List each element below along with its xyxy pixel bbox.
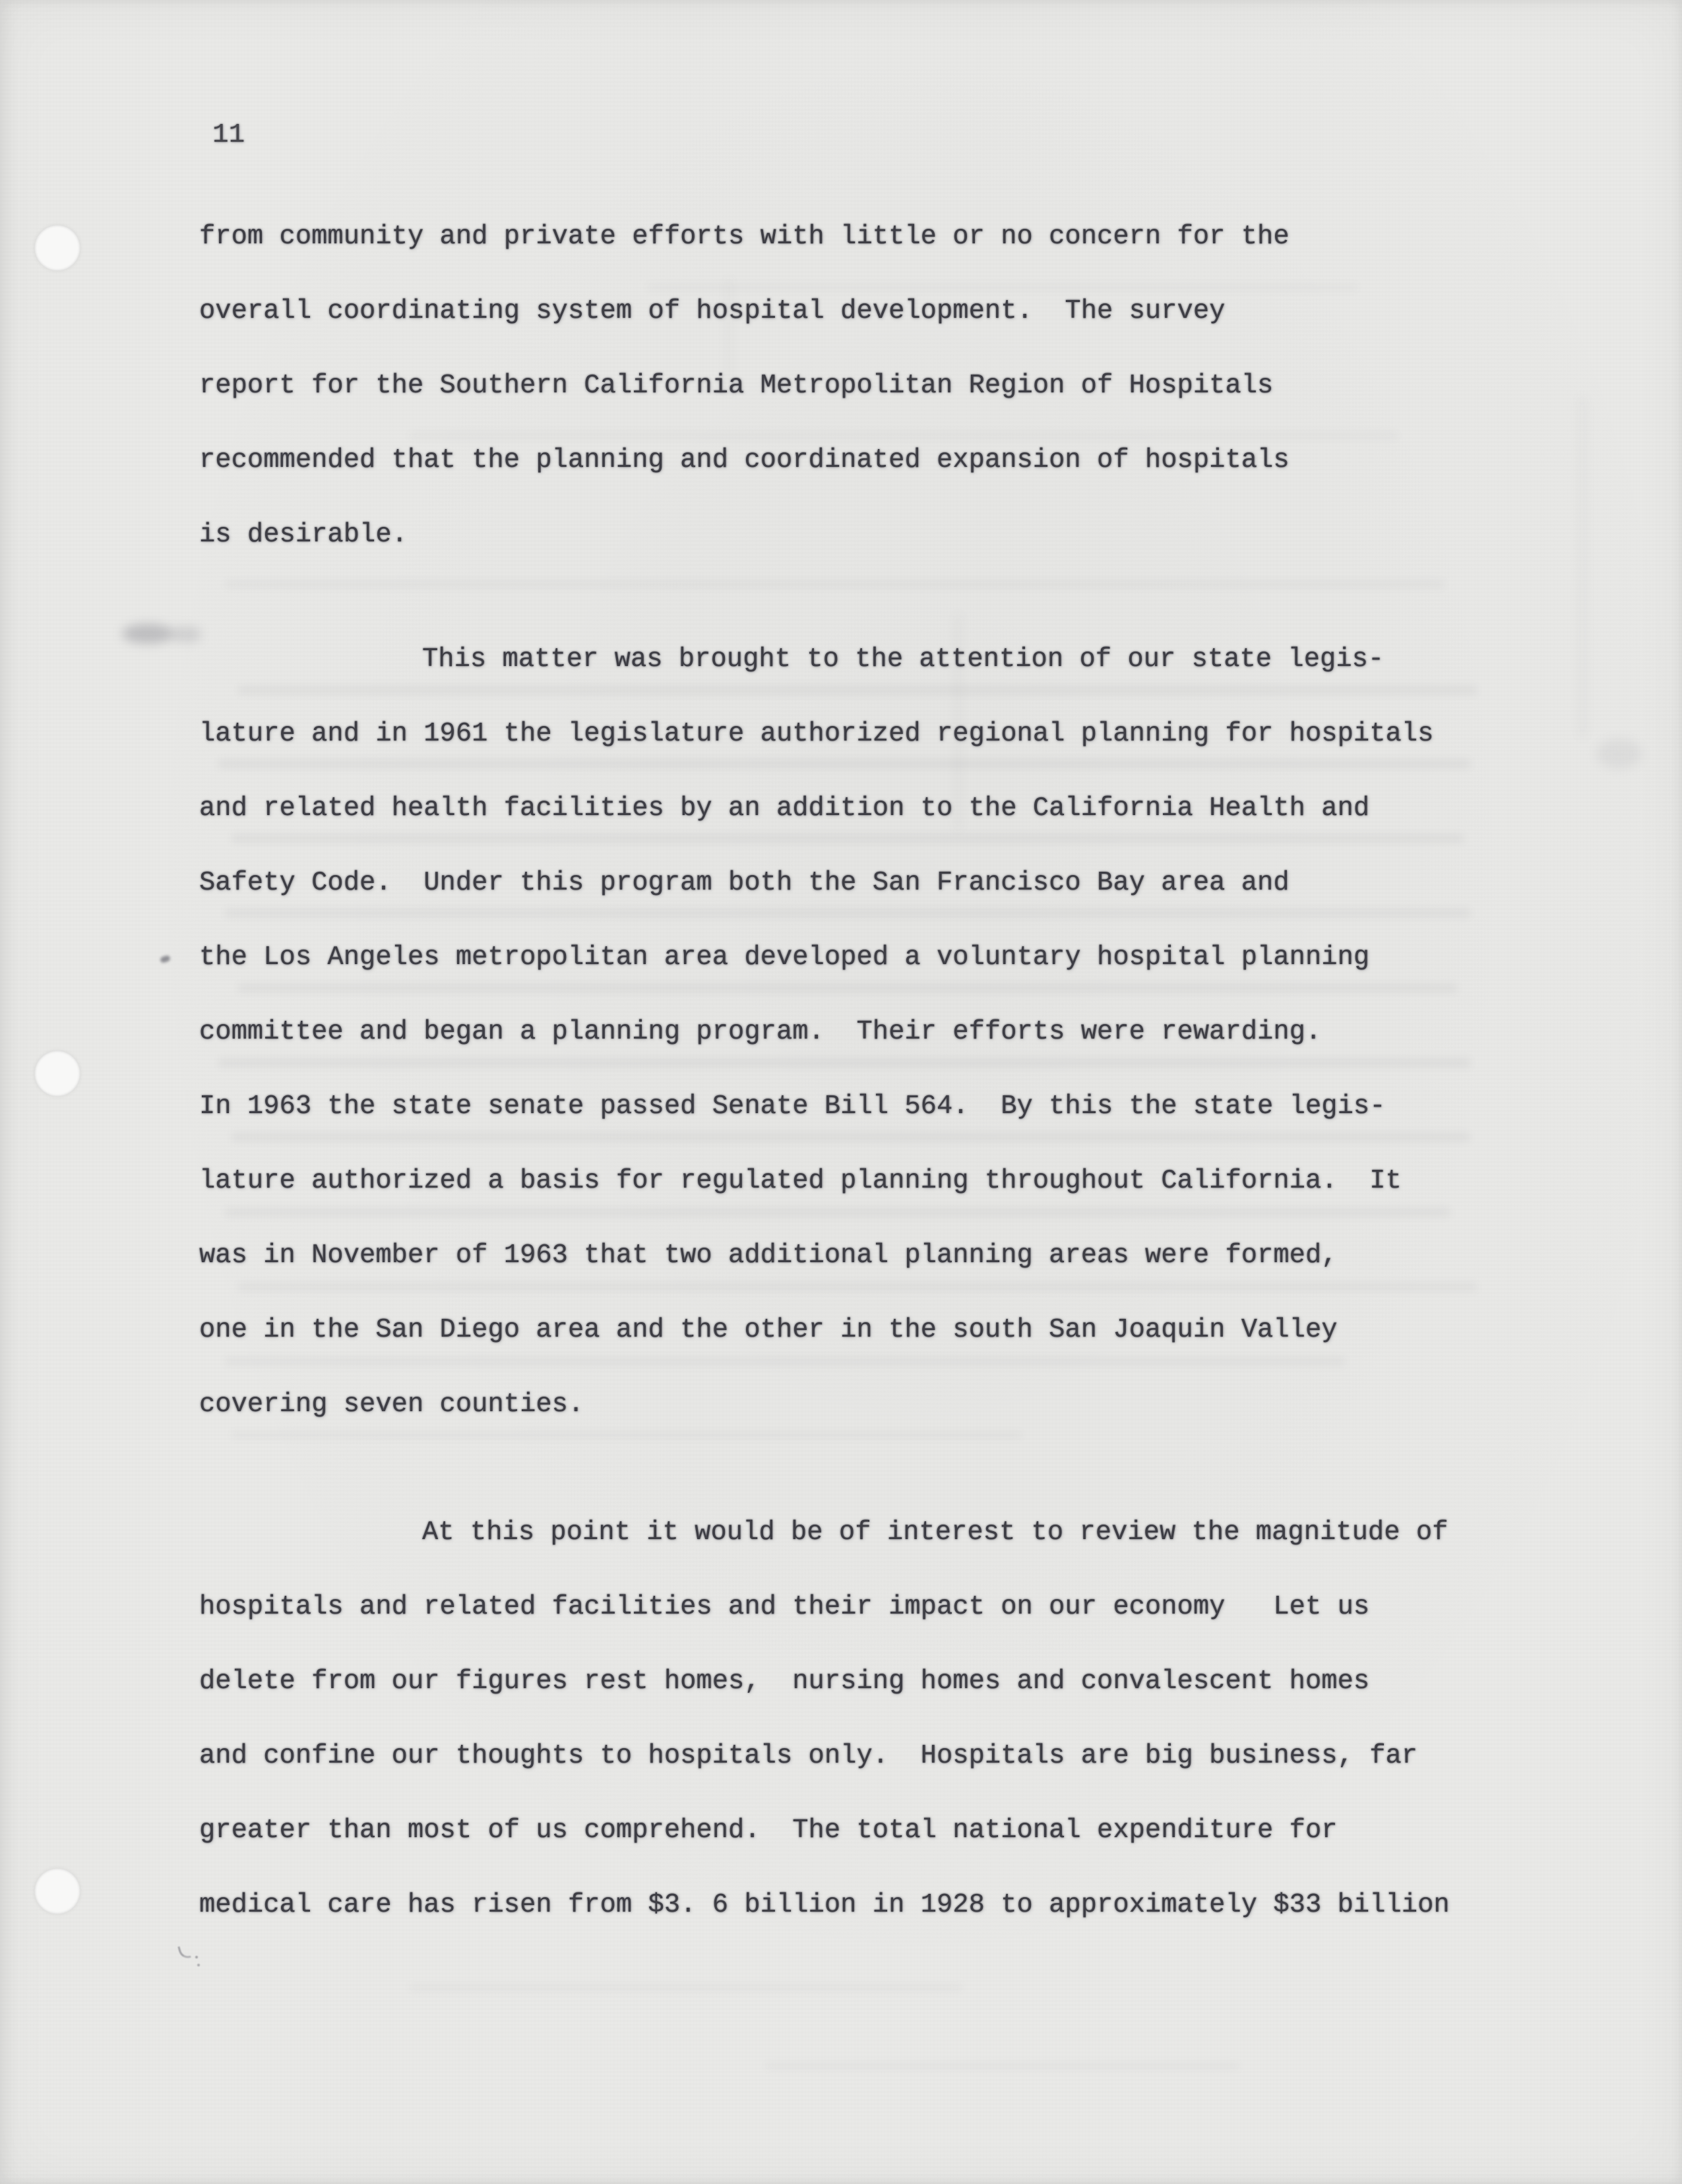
text-line: Safety Code. Under this program both the San Francisco Bay area and [199,868,1290,898]
stray-typewriter-mark [160,955,171,963]
document-body [199,200,1512,1943]
text-line: lature and in 1961 the legislature authorized regional planning for hospitals [199,719,1434,749]
text-line: from community and private efforts with little or no concern for the [199,222,1290,252]
paragraph-1 [199,200,1512,572]
text-line: delete from our figures rest homes, nursing homes and convalescent homes [199,1666,1370,1697]
text-line: medical care has risen from $3. 6 billion in 1928 to approximately $33 billion [199,1890,1450,1920]
text-line: one in the San Diego area and the other in the south San Joaquin Valley [199,1315,1338,1345]
bleedthrough-mark [765,2062,1240,2070]
text-line: This matter was brought to the attention of our state legis- [422,644,1385,675]
paragraph-2 [199,622,1512,1442]
bleedthrough-mark [409,1984,963,1991]
eraser-smudge-faint [170,626,202,642]
pencil-mark [177,1944,191,1960]
text-line: the Los Angeles metropolitan area developed a voluntary hospital planning [199,942,1370,973]
text-line: In 1963 the state senate passed Senate Bill 564. By this the state legis- [199,1091,1386,1122]
scan-streak [1578,396,1587,739]
paragraph-3 [199,1496,1512,1943]
text-line: report for the Southern California Metropolitan Region of Hospitals [199,371,1274,401]
punch-hole-bottom [34,1868,80,1914]
punch-hole-middle [34,1050,80,1097]
text-line: and related health facilities by an addition to the California Health and [199,793,1370,824]
page-number: 11 [212,120,245,150]
text-line: was in November of 1963 that two additional planning areas were formed, [199,1240,1338,1271]
text-line: and confine our thoughts to hospitals only. Hospitals are big business, far [199,1741,1418,1771]
text-line: At this point it would be of interest to review the magnitude of [422,1517,1448,1548]
scan-blotch [1596,739,1642,769]
text-line: covering seven counties. [199,1389,584,1420]
text-line: overall coordinating system of hospital development. The survey [199,296,1226,326]
punch-hole-top [34,225,80,271]
text-line: greater than most of us comprehend. The total national expenditure for [199,1815,1338,1846]
text-line: hospitals and related facilities and their impact on our economy Let us [199,1592,1370,1622]
text-line: recommended that the planning and coordinated expansion of hospitals [199,445,1290,475]
eraser-smudge [122,624,173,644]
text-line: committee and began a planning program. Their efforts were rewarding. [199,1017,1322,1047]
text-line: is desirable. [199,520,408,550]
pencil-mark [195,1956,198,1958]
text-line: lature authorized a basis for regulated planning throughout California. It [199,1166,1402,1196]
